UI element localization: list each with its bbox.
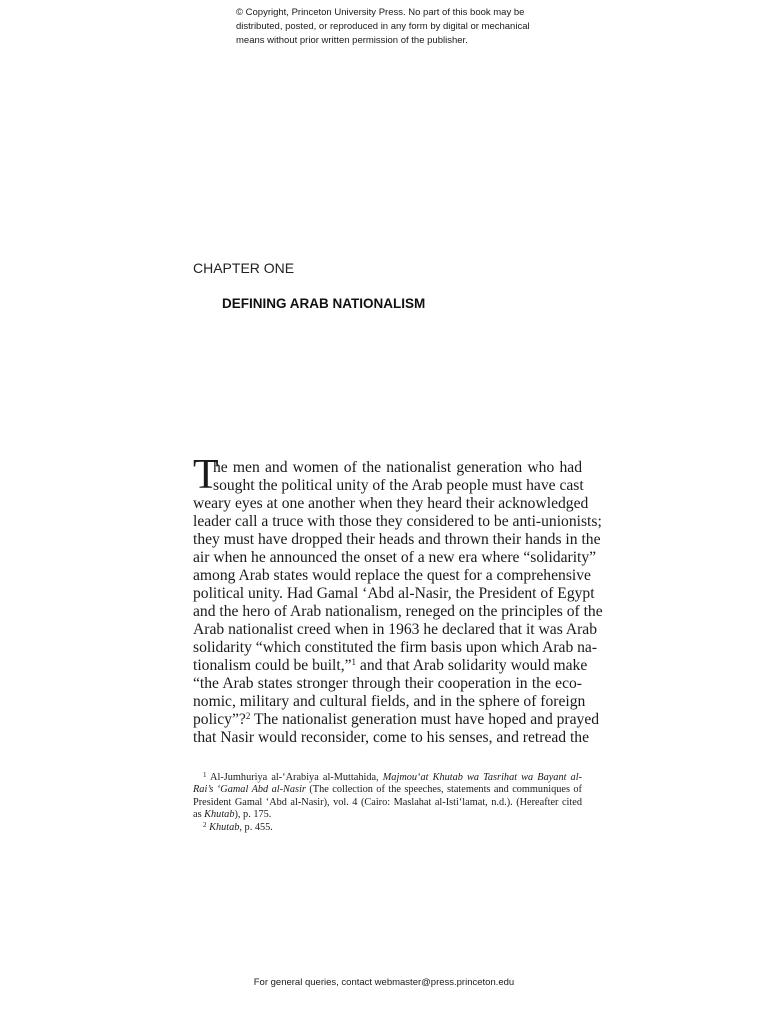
text-line: air when he announced the onset of a new era where “solidarity” [193,549,597,566]
footnotes [193,772,582,834]
text-line: Arab nationalist creed when in 1963 he declared that it was Arab [193,621,597,638]
text-line [193,711,600,729]
text-line: nomic, military and cultural fields, and in the sphere of foreign [193,693,586,710]
footnote-number: 2 [203,820,207,829]
copyright-notice [236,6,566,48]
text-segment: tionalism could be built,” [193,657,352,674]
text-line: they must have dropped their heads and thrown their hands in the [193,531,601,548]
text-line: leader call a truce with those they considered to be anti-unionists; [193,513,602,530]
footnote-1 [193,772,582,822]
body-paragraph [193,459,603,747]
text-line: among Arab states would replace the quest for a comprehensive [193,567,591,584]
text-line: weary eyes at one another when they heard their acknowledged [193,495,589,512]
footnote-title: Majmou‘at Khutab wa Tasrihat wa Bayant al-Rai’s ‘Gamal Abd al-Nasir [193,772,582,796]
text-line: and the hero of Arab nationalism, reneged on the principles of the [193,603,603,620]
footnote-number: 1 [203,771,207,779]
text-line: sought the political unity of the Arab people must have cast [213,477,584,494]
text-line: political unity. Had Gamal ‘Abd al-Nasir, the President of Egypt [193,585,595,602]
copyright-line: © Copyright, Princeton University Press. No part of this book may be [236,7,525,18]
text-line: “the Arab states stronger through their cooperation in the eco- [193,675,582,692]
footnote-title: Khutab [209,821,240,833]
footnote-text: , p. 455. [239,821,273,833]
copyright-line: means without prior written permission of the publisher. [236,35,468,46]
text-segment: The nationalist generation must have hoped and prayed [250,711,600,728]
text-line: solidarity “which constituted the firm basis upon which Arab na- [193,639,598,656]
copyright-line: distributed, posted, or reproduced in any form by digital or mechanical [236,21,530,32]
text-line: he men and women of the nationalist generation who had [213,459,582,476]
footnote-title: Khutab [204,809,235,821]
text-segment: and that Arab solidarity would make [356,657,588,674]
text-segment: policy”? [193,711,246,728]
text-line [193,657,588,675]
footer-contact: For general queries, contact webmaster@press.princeton.edu [253,977,515,988]
text-line: that Nasir would reconsider, come to his senses, and retread the [193,729,590,746]
footnote-2 [193,822,582,834]
footnote-text: (The collection of the speeches, statements and communiques of President Gamal ‘Abd al-Nasir), vol. 4 (Cairo: Maslahat al-Isti‘lamat, n.d.). (Hereafter cited as [193,784,582,821]
chapter-label: CHAPTER ONE [193,260,295,276]
footnote-text: ), p. 175. [234,809,272,821]
drop-cap: T [193,452,219,498]
chapter-title: DEFINING ARAB NATIONALISM [222,296,426,311]
footnote-text: Al-Jumhuriya al-‘Arabiya al-Muttahida, [206,772,383,783]
footnote-ref-2[interactable]: 2 [245,711,251,721]
footnote-ref-1[interactable]: 1 [351,657,357,667]
